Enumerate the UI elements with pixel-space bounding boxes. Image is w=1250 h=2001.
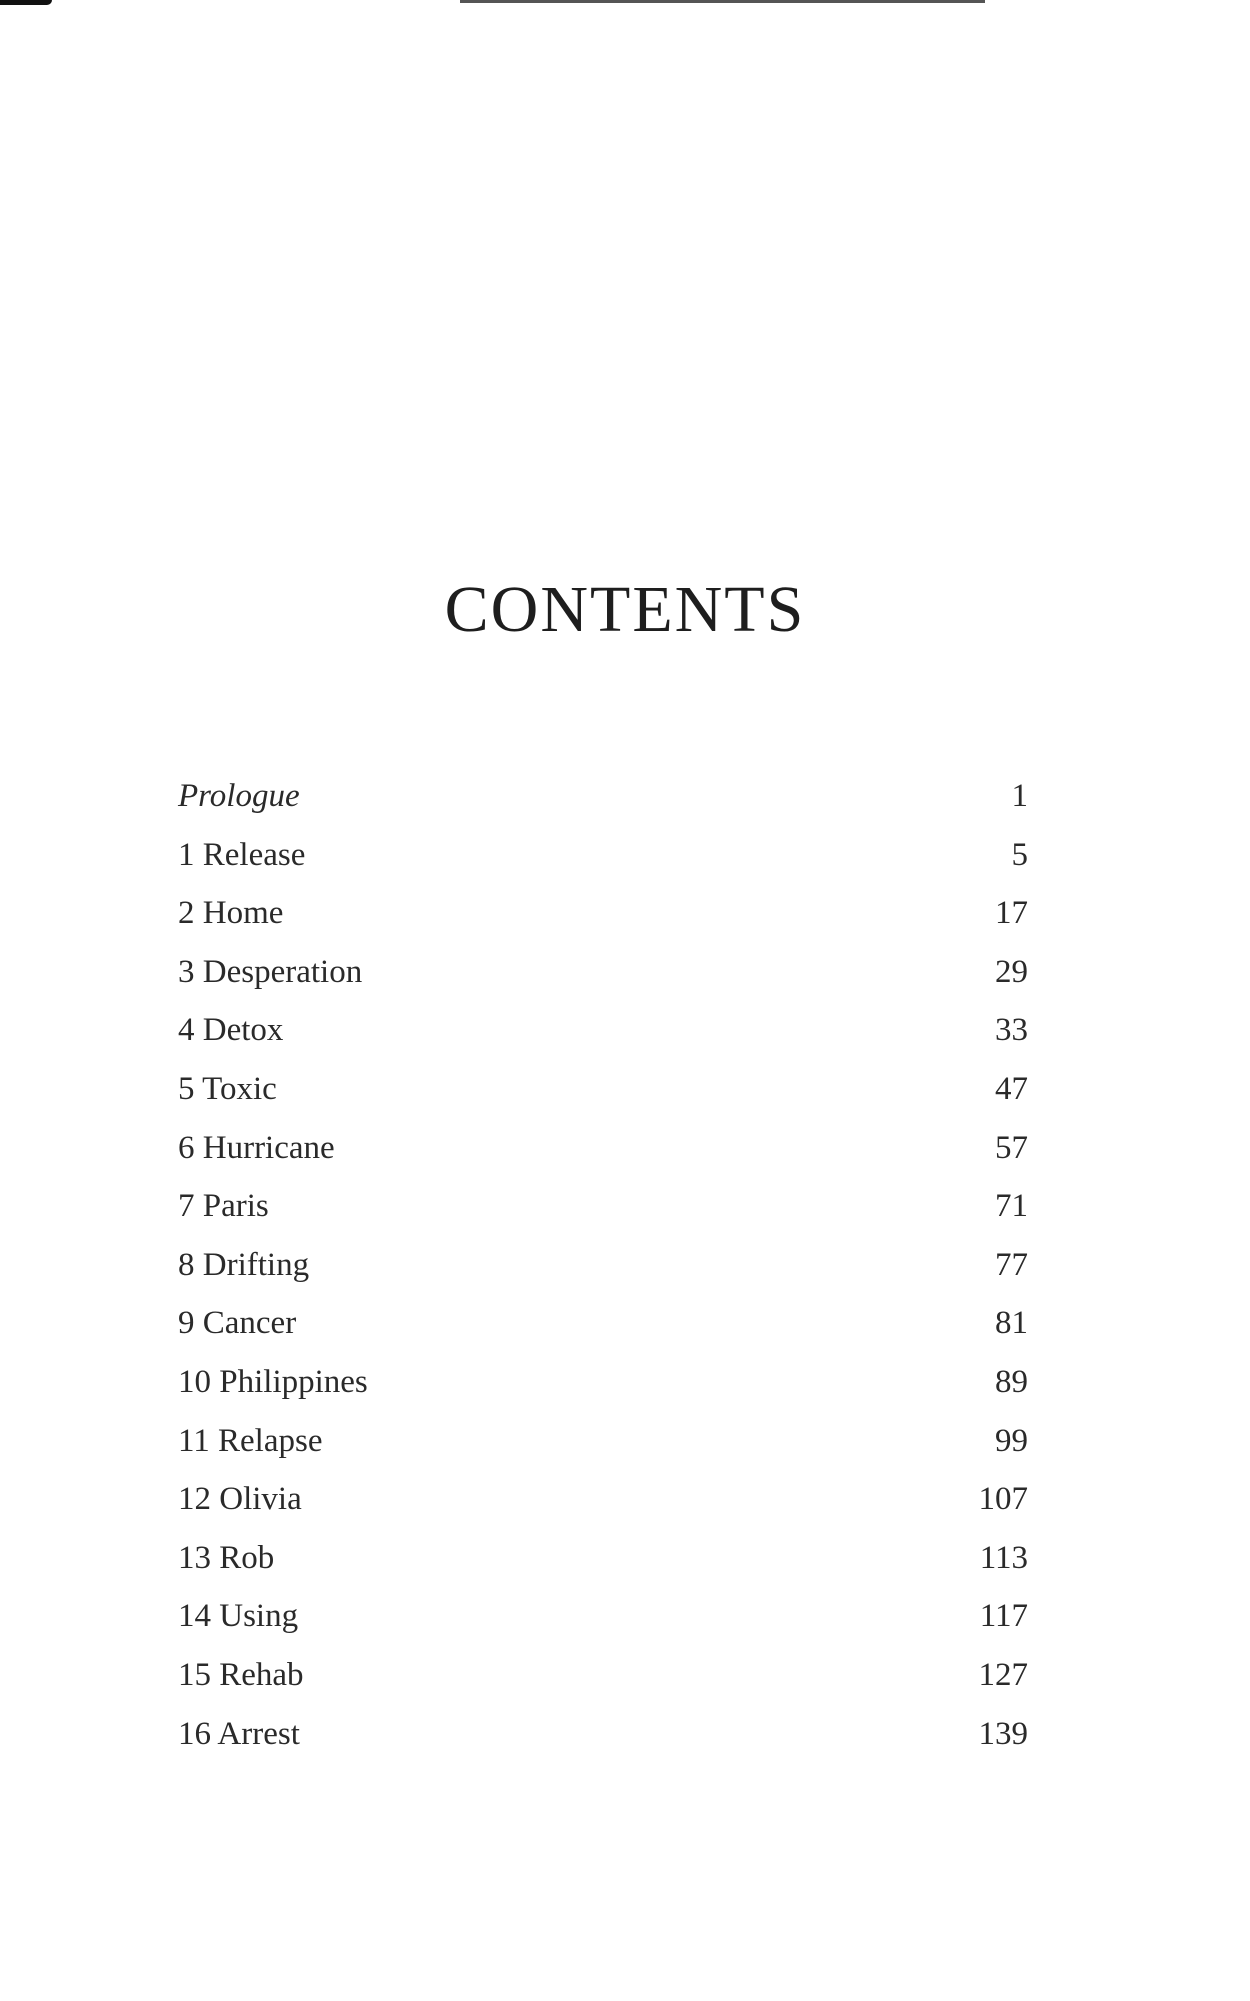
toc-entry-chapter-11 bbox=[178, 1423, 1028, 1482]
toc-entry-label: 11 Relapse bbox=[178, 1422, 323, 1459]
toc-entry-label: 6 Hurricane bbox=[178, 1129, 335, 1166]
toc-entry-page: 89 bbox=[995, 1363, 1028, 1400]
toc-entry-chapter-15 bbox=[178, 1657, 1028, 1716]
toc-entry-chapter-6 bbox=[178, 1130, 1028, 1189]
toc-entry-chapter-10 bbox=[178, 1364, 1028, 1423]
toc-entry-page: 113 bbox=[979, 1539, 1028, 1576]
toc-entry-page: 81 bbox=[995, 1305, 1028, 1342]
scan-top-edge bbox=[0, 0, 1250, 6]
toc-entry-chapter-13 bbox=[178, 1540, 1028, 1599]
toc-entry-label: 5 Toxic bbox=[178, 1070, 277, 1107]
toc-entry-chapter-9 bbox=[178, 1305, 1028, 1364]
toc-entry-chapter-7 bbox=[178, 1188, 1028, 1247]
toc-entry-chapter-2 bbox=[178, 895, 1028, 954]
toc-entry-page: 29 bbox=[995, 953, 1028, 990]
toc-entry-chapter-8 bbox=[178, 1247, 1028, 1306]
toc-entry-page: 117 bbox=[979, 1598, 1028, 1635]
toc-entry-label: 1 Release bbox=[178, 836, 306, 873]
toc-entry-chapter-14 bbox=[178, 1598, 1028, 1657]
scan-edge-mark bbox=[0, 0, 52, 5]
toc-entry-label: 16 Arrest bbox=[178, 1715, 300, 1752]
toc-entry-page: 47 bbox=[995, 1070, 1028, 1107]
toc-entry-label: 13 Rob bbox=[178, 1539, 275, 1576]
scan-edge-line bbox=[460, 0, 985, 3]
toc-entry-chapter-3 bbox=[178, 954, 1028, 1013]
page-title: CONTENTS bbox=[444, 573, 806, 646]
toc-entry-label: 7 Paris bbox=[178, 1188, 269, 1225]
toc-entry-page: 127 bbox=[978, 1656, 1028, 1693]
toc-entry-label: Prologue bbox=[178, 778, 300, 814]
toc-entry-label: 8 Drifting bbox=[178, 1246, 310, 1283]
toc-entry-page: 33 bbox=[995, 1012, 1028, 1049]
toc-entry-page: 17 bbox=[995, 895, 1028, 932]
toc-entry-chapter-5 bbox=[178, 1071, 1028, 1130]
toc-entry-page: 71 bbox=[995, 1188, 1028, 1225]
toc-entry-page: 107 bbox=[978, 1481, 1028, 1518]
toc-entry-label: 4 Detox bbox=[178, 1012, 284, 1049]
toc-entry-chapter-16 bbox=[178, 1716, 1028, 1775]
toc-entry-label: 10 Philippines bbox=[178, 1363, 368, 1400]
toc-entry-page: 5 bbox=[1011, 836, 1028, 873]
toc-entry-label: 15 Rehab bbox=[178, 1656, 304, 1693]
toc-entry-label: 14 Using bbox=[178, 1598, 299, 1635]
toc-entry-page: 139 bbox=[978, 1715, 1028, 1752]
toc-entry-chapter-4 bbox=[178, 1012, 1028, 1071]
toc-entry-page: 57 bbox=[995, 1129, 1028, 1166]
toc-entry-page: 77 bbox=[995, 1246, 1028, 1283]
toc-entry-chapter-12 bbox=[178, 1481, 1028, 1540]
toc-entry-label: 3 Desperation bbox=[178, 953, 363, 990]
toc-entry-label: 12 Olivia bbox=[178, 1481, 302, 1518]
toc-entry-prologue bbox=[178, 778, 1028, 837]
toc-entry-label: 2 Home bbox=[178, 895, 284, 932]
toc-entry-page: 99 bbox=[995, 1422, 1028, 1459]
toc-entry-page: 1 bbox=[1011, 778, 1028, 814]
table-of-contents bbox=[178, 778, 1028, 1774]
toc-entry-label: 9 Cancer bbox=[178, 1305, 297, 1342]
toc-entry-chapter-1 bbox=[178, 837, 1028, 896]
